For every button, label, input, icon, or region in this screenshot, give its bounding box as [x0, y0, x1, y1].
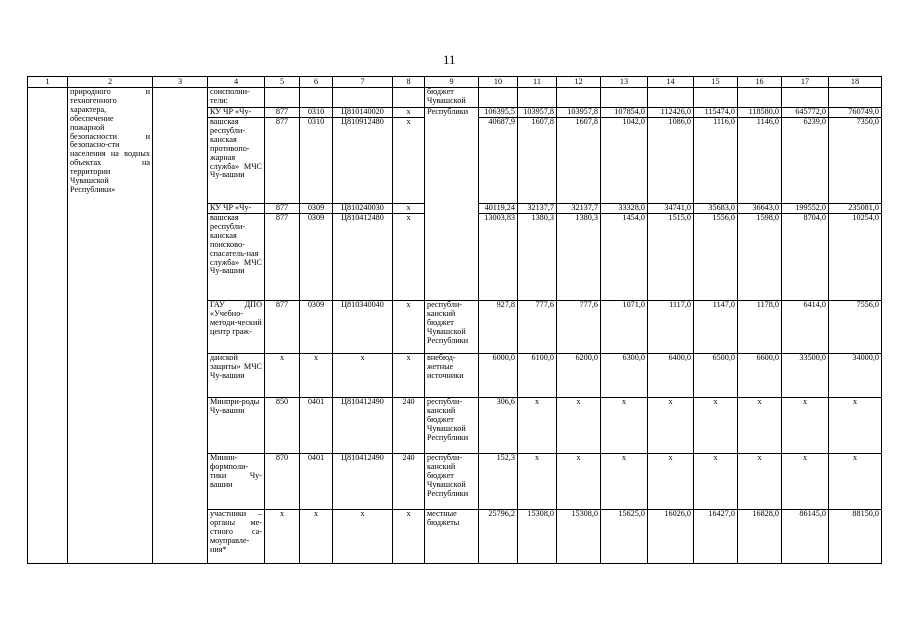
- cell-c10: 40119,24: [479, 204, 518, 214]
- cell-c7: [333, 88, 393, 108]
- cell-c13: х: [601, 454, 648, 510]
- cell-c15: 35683,0: [694, 204, 738, 214]
- cell-c14: 1117,0: [648, 301, 694, 354]
- cell-c7: Ц810412490: [333, 398, 393, 454]
- cell-c13: 33328,0: [601, 204, 648, 214]
- header-cell: 7: [333, 77, 393, 88]
- cell-c15: 1147,0: [694, 301, 738, 354]
- cell-c10: 13003,83: [479, 214, 518, 301]
- cell-c12: 6200,0: [557, 354, 601, 398]
- cell-c13: 15625,0: [601, 510, 648, 564]
- cell-c10: 25796,2: [479, 510, 518, 564]
- cell-c6: х: [300, 510, 333, 564]
- cell-c12: [557, 88, 601, 108]
- cell-c15: 16427,0: [694, 510, 738, 564]
- cell-c10: 40687,9: [479, 118, 518, 204]
- cell-c11: 15308,0: [518, 510, 557, 564]
- header-cell: 18: [829, 77, 882, 88]
- cell-c15: [694, 88, 738, 108]
- cell-c12: 777,6: [557, 301, 601, 354]
- cell-c5: 877: [265, 301, 300, 354]
- cell-c8: х: [393, 214, 425, 301]
- header-cell: 16: [738, 77, 782, 88]
- cell-c17: [782, 88, 829, 108]
- cell-c8: х: [393, 510, 425, 564]
- cell-source-merged: Республики: [425, 108, 479, 301]
- cell-c18: х: [829, 398, 882, 454]
- cell-c7: Ц810912480: [333, 118, 393, 204]
- header-cell: 3: [153, 77, 208, 88]
- cell-c18: 10254,0: [829, 214, 882, 301]
- cell-c12: х: [557, 398, 601, 454]
- header-cell: 14: [648, 77, 694, 88]
- cell-c7: Ц810340040: [333, 301, 393, 354]
- cell-c8: [393, 88, 425, 108]
- cell-c7: х: [333, 510, 393, 564]
- budget-table: [27, 76, 882, 564]
- cell-c15: 6500,0: [694, 354, 738, 398]
- cell-c6: 0401: [300, 454, 333, 510]
- cell-source: республи-канский бюджет Чувашской Республики: [425, 454, 479, 510]
- cell-c8: 240: [393, 398, 425, 454]
- cell-c18: [829, 88, 882, 108]
- cell-source: республи-канский бюджет Чувашской Республики: [425, 398, 479, 454]
- cell-source: внебюд-жетные источники: [425, 354, 479, 398]
- cell-c15: х: [694, 454, 738, 510]
- cell-c17: х: [782, 398, 829, 454]
- cell-c10: 927,8: [479, 301, 518, 354]
- cell-c7: Ц810412490: [333, 454, 393, 510]
- cell-c11: 32137,7: [518, 204, 557, 214]
- cell-c10: 306,6: [479, 398, 518, 454]
- cell-c5: 877: [265, 118, 300, 204]
- cell-executor: Минин-формпoли-тики Чу-вашии: [208, 454, 265, 510]
- header-cell: 17: [782, 77, 829, 88]
- cell-executor: данской защиты» МЧС Чу-вашии: [208, 354, 265, 398]
- cell-source: местные бюджеты: [425, 510, 479, 564]
- cell-c6: х: [300, 354, 333, 398]
- cell-c16: 36643,0: [738, 204, 782, 214]
- cell-c14: х: [648, 398, 694, 454]
- cell-c18: 34000,0: [829, 354, 882, 398]
- cell-c16: 1178,0: [738, 301, 782, 354]
- cell-c18: 7556,0: [829, 301, 882, 354]
- cell-c10: 106395,5: [479, 108, 518, 118]
- cell-c15: 1556,0: [694, 214, 738, 301]
- cell-c12: 15308,0: [557, 510, 601, 564]
- cell-c13: х: [601, 398, 648, 454]
- cell-c12: х: [557, 454, 601, 510]
- cell-c6: [300, 88, 333, 108]
- cell-c7: Ц810140020: [333, 108, 393, 118]
- cell-c5: 877: [265, 214, 300, 301]
- header-cell: 8: [393, 77, 425, 88]
- cell-c13: 107854,0: [601, 108, 648, 118]
- cell-executor: Минпри-роды Чу-вашии: [208, 398, 265, 454]
- cell-c11: х: [518, 454, 557, 510]
- cell-executor: соисполни-тели:: [208, 88, 265, 108]
- cell-c17: 6414,0: [782, 301, 829, 354]
- cell-c13: 6300,0: [601, 354, 648, 398]
- header-cell: 2: [68, 77, 153, 88]
- cell-c11: 1380,3: [518, 214, 557, 301]
- cell-c13: 1071,0: [601, 301, 648, 354]
- header-cell: 4: [208, 77, 265, 88]
- cell-c17: 33500,0: [782, 354, 829, 398]
- cell-c5: х: [265, 510, 300, 564]
- cell-source: республи-канский бюджет Чувашской Республики: [425, 301, 479, 354]
- cell-c5: 870: [265, 454, 300, 510]
- header-cell: 5: [265, 77, 300, 88]
- cell-c18: 7350,0: [829, 118, 882, 204]
- cell-c11: [518, 88, 557, 108]
- cell-c6: 0309: [300, 204, 333, 214]
- cell-c17: 645772,0: [782, 108, 829, 118]
- cell-c17: х: [782, 454, 829, 510]
- cell-c14: 6400,0: [648, 354, 694, 398]
- cell-c16: х: [738, 398, 782, 454]
- cell-c17: 199552,0: [782, 204, 829, 214]
- cell-c11: 6100,0: [518, 354, 557, 398]
- cell-c13: 1042,0: [601, 118, 648, 204]
- cell-c12: 1380,3: [557, 214, 601, 301]
- cell-executor: КУ ЧР «Чу-: [208, 204, 265, 214]
- cell-source: бюджет Чувашской: [425, 88, 479, 108]
- cell-c14: 1515,0: [648, 214, 694, 301]
- cell-c18: х: [829, 454, 882, 510]
- cell-executor: КУ ЧР «Чу-: [208, 108, 265, 118]
- cell-c8: х: [393, 118, 425, 204]
- cell-c6: 0310: [300, 118, 333, 204]
- cell-c11: 1607,8: [518, 118, 557, 204]
- cell-c5: 877: [265, 108, 300, 118]
- header-cell: 9: [425, 77, 479, 88]
- cell-c5: [265, 88, 300, 108]
- cell-c16: 1146,0: [738, 118, 782, 204]
- cell-c15: х: [694, 398, 738, 454]
- cell-c15: 1116,0: [694, 118, 738, 204]
- cell-executor: участники – органы ме-стного са-моуправле-ния*: [208, 510, 265, 564]
- header-cell: 10: [479, 77, 518, 88]
- cell-c16: [738, 88, 782, 108]
- cell-c6: 0310: [300, 108, 333, 118]
- cell-program-name: природного и техногенного характера, обеспечение пожарной безопасности и безопасно-сти населения на водных объектах на территории Чувашской Республики»: [68, 88, 153, 564]
- cell-c18: 760749,0: [829, 108, 882, 118]
- cell-c8: 240: [393, 454, 425, 510]
- table-row: [28, 88, 882, 108]
- cell-c10: 6000,0: [479, 354, 518, 398]
- cell-c13: 1454,0: [601, 214, 648, 301]
- cell-c6: 0309: [300, 301, 333, 354]
- cell-c14: 112426,0: [648, 108, 694, 118]
- page-number: 11: [443, 52, 456, 67]
- cell-c15: 115474,0: [694, 108, 738, 118]
- cell-c5: 877: [265, 204, 300, 214]
- header-cell: 11: [518, 77, 557, 88]
- cell-col1: [28, 88, 68, 564]
- cell-c14: 1086,0: [648, 118, 694, 204]
- header-cell: 13: [601, 77, 648, 88]
- cell-c16: 6600,0: [738, 354, 782, 398]
- cell-c12: 1607,8: [557, 118, 601, 204]
- header-cell: 12: [557, 77, 601, 88]
- cell-c18: 88150,0: [829, 510, 882, 564]
- cell-c10: [479, 88, 518, 108]
- cell-c12: 103957,8: [557, 108, 601, 118]
- header-row: [28, 77, 882, 88]
- cell-c17: 86145,0: [782, 510, 829, 564]
- cell-c14: 16026,0: [648, 510, 694, 564]
- cell-c7: х: [333, 354, 393, 398]
- cell-c7: Ц810412480: [333, 214, 393, 301]
- cell-c17: 8704,0: [782, 214, 829, 301]
- cell-c11: х: [518, 398, 557, 454]
- cell-c16: 118580,0: [738, 108, 782, 118]
- cell-c17: 6239,0: [782, 118, 829, 204]
- header-cell: 1: [28, 77, 68, 88]
- header-cell: 15: [694, 77, 738, 88]
- cell-c8: х: [393, 354, 425, 398]
- cell-col3: [153, 88, 208, 564]
- cell-c16: 1598,0: [738, 214, 782, 301]
- cell-c11: 103957,8: [518, 108, 557, 118]
- cell-c5: х: [265, 354, 300, 398]
- cell-c8: х: [393, 108, 425, 118]
- cell-executor: ГАУ ДПО «Учебно-методи-ческий центр граж-: [208, 301, 265, 354]
- cell-c14: [648, 88, 694, 108]
- cell-c6: 0309: [300, 214, 333, 301]
- cell-c14: 34741,0: [648, 204, 694, 214]
- cell-executor: вашская республи-канская поисково-спасатель-ная служба» МЧС Чу-вашии: [208, 214, 265, 301]
- cell-c18: 235081,0: [829, 204, 882, 214]
- cell-c10: 152,3: [479, 454, 518, 510]
- header-cell: 6: [300, 77, 333, 88]
- cell-c16: 16828,0: [738, 510, 782, 564]
- cell-executor: вашская республи-канская противопо-жарная служба» МЧС Чу-вашии: [208, 118, 265, 204]
- cell-c12: 32137,7: [557, 204, 601, 214]
- cell-c7: Ц810240030: [333, 204, 393, 214]
- cell-c5: 850: [265, 398, 300, 454]
- cell-c13: [601, 88, 648, 108]
- cell-c11: 777,6: [518, 301, 557, 354]
- cell-c6: 0401: [300, 398, 333, 454]
- cell-c14: х: [648, 454, 694, 510]
- cell-c8: х: [393, 301, 425, 354]
- cell-c16: х: [738, 454, 782, 510]
- cell-c8: х: [393, 204, 425, 214]
